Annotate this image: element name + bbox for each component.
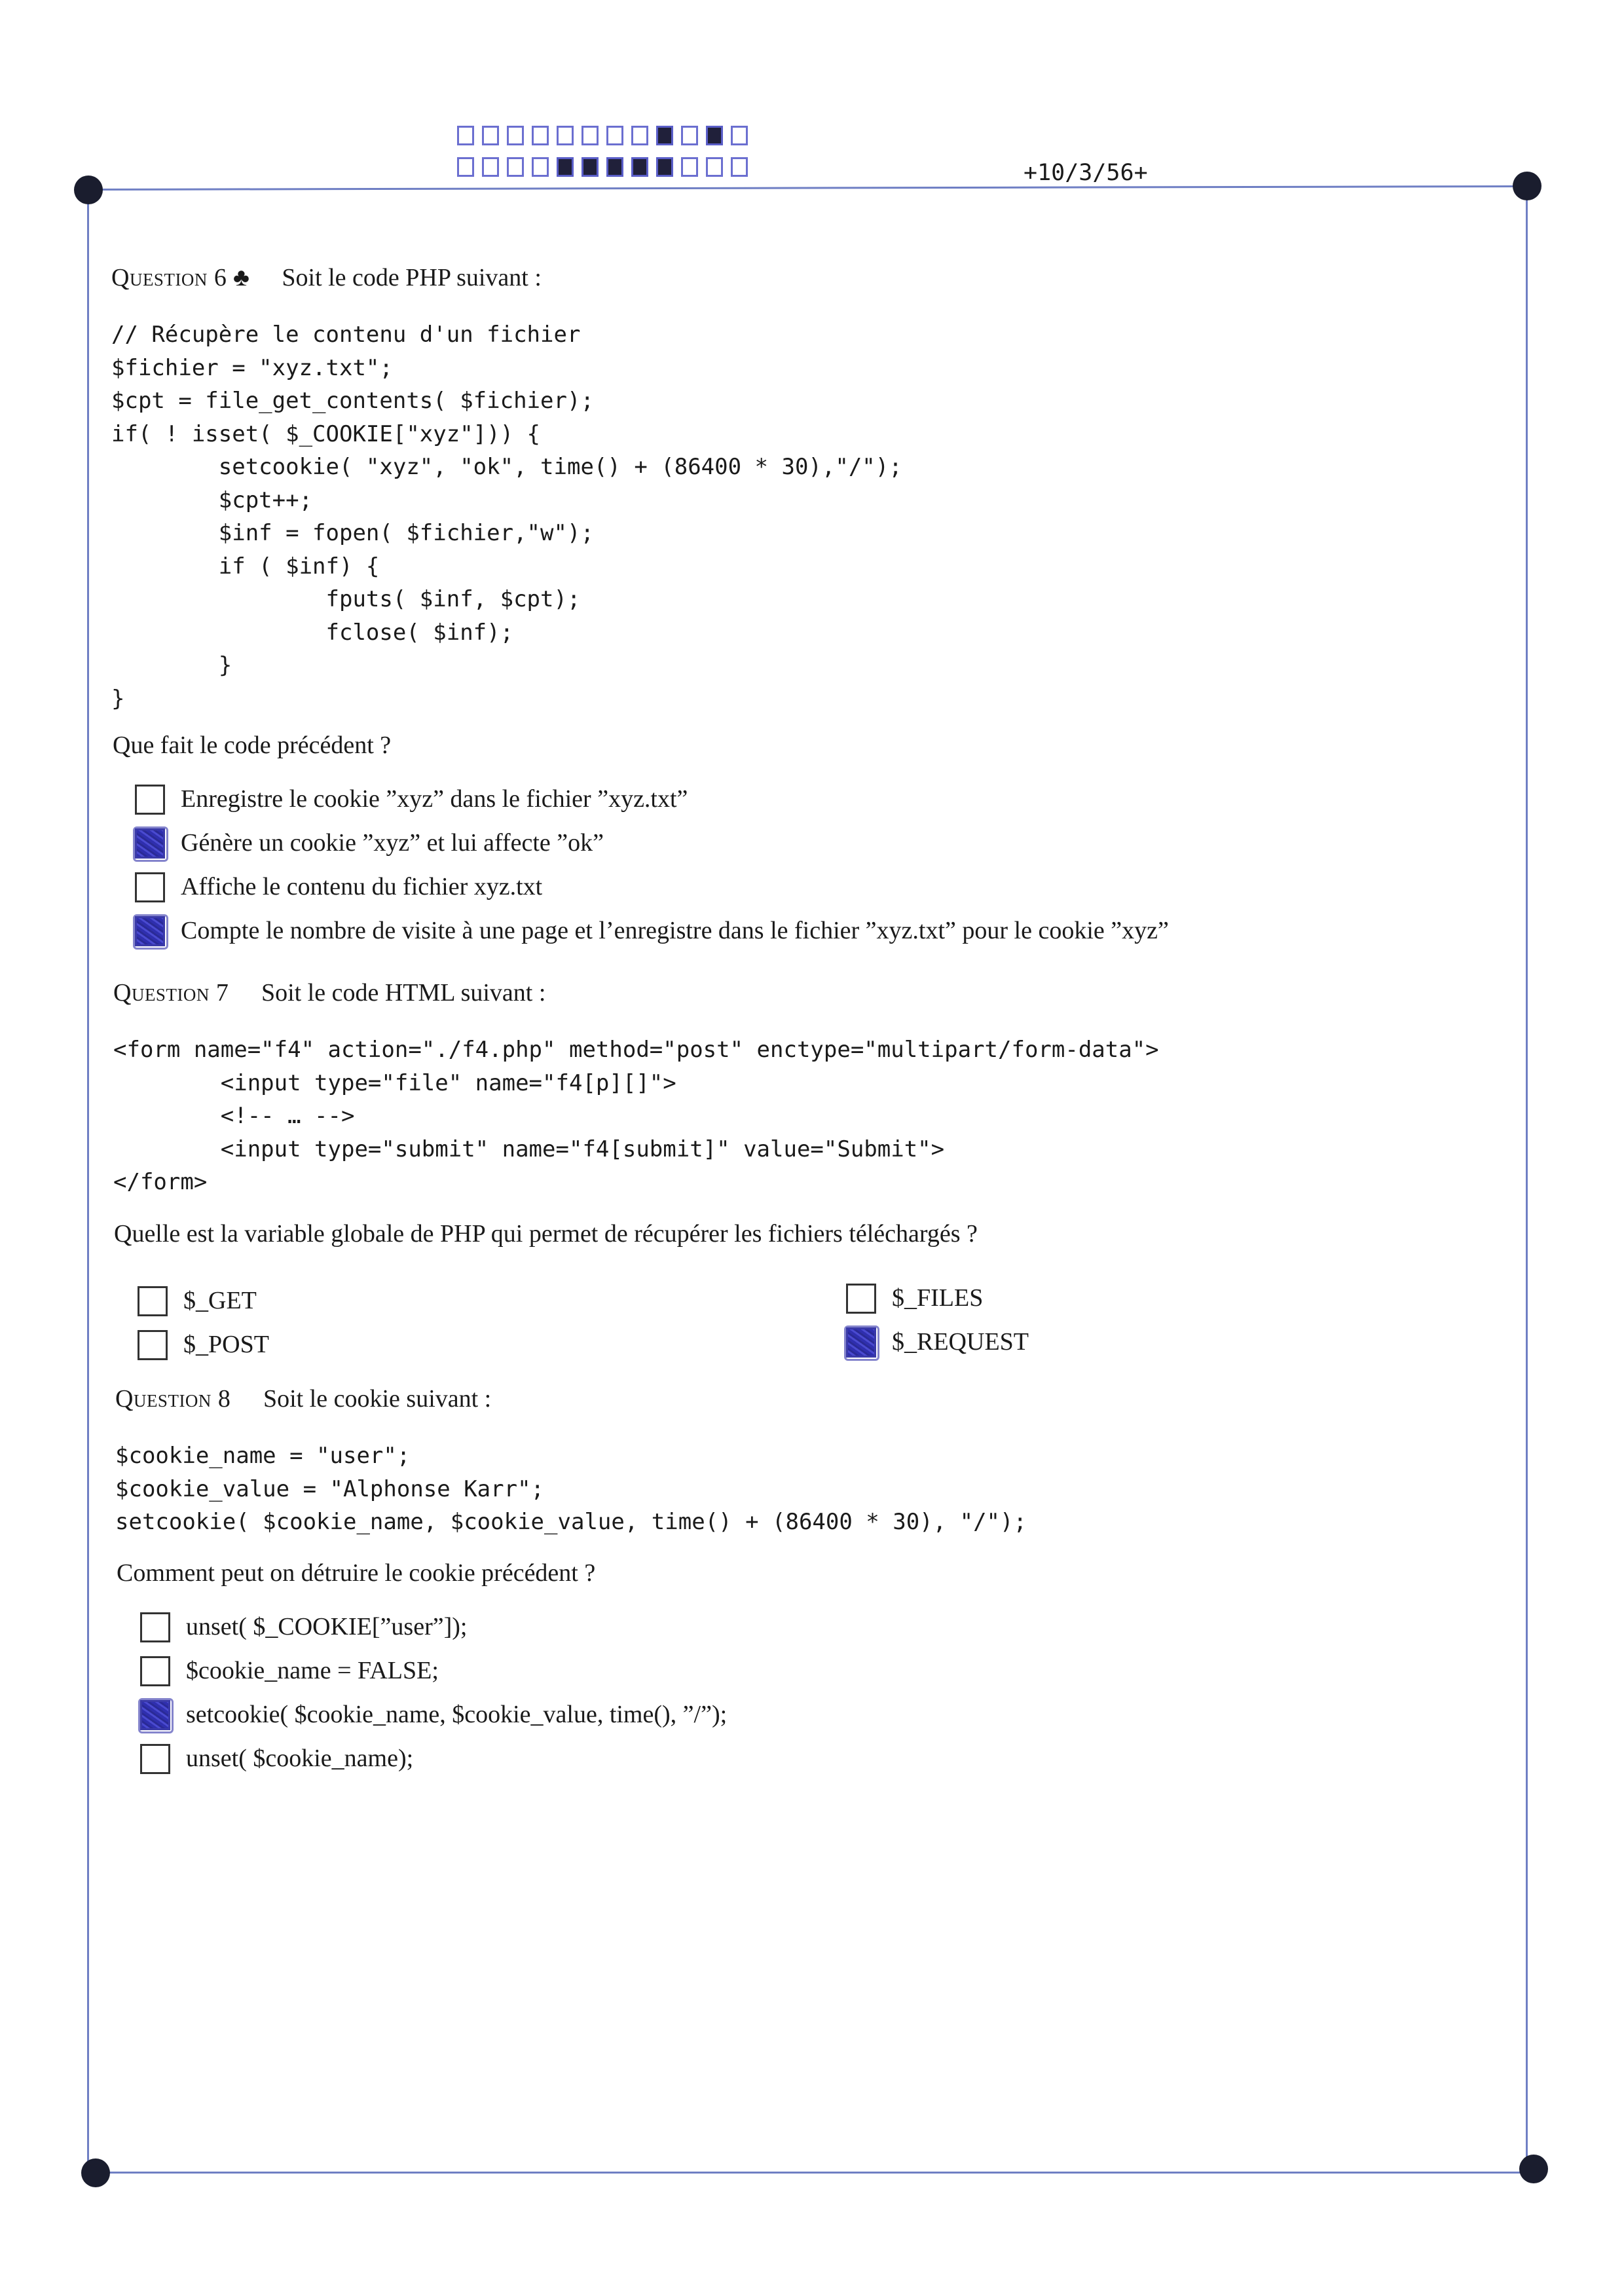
question-8-header xyxy=(115,1384,491,1413)
barcode-cell xyxy=(507,126,524,145)
frame-bottom-line xyxy=(96,2172,1534,2174)
page-code: +10/3/56+ xyxy=(1024,160,1148,186)
answer-checkbox[interactable] xyxy=(135,828,165,859)
barcode-cell xyxy=(557,126,574,145)
answer-checkbox[interactable] xyxy=(138,1330,168,1360)
corner-mark-top-right xyxy=(1513,172,1541,200)
barcode-cell xyxy=(656,126,673,145)
answer-label: unset( $_COOKIE[”user”]); xyxy=(186,1613,468,1640)
question-intro: Soit le cookie suivant : xyxy=(263,1385,492,1413)
question-7-header xyxy=(113,978,545,1007)
answer-label: $cookie_name = FALSE; xyxy=(186,1657,439,1684)
answer-checkbox[interactable] xyxy=(135,872,165,902)
barcode-cell xyxy=(706,126,723,145)
answer-label: $_POST xyxy=(183,1331,269,1358)
barcode-cell xyxy=(731,157,748,177)
answer-checkbox[interactable] xyxy=(135,916,165,946)
answer-checkbox[interactable] xyxy=(846,1327,876,1358)
answer-label: Enregistre le cookie ”xyz” dans le fichier ”xyz.txt” xyxy=(181,785,688,813)
barcode-cell xyxy=(706,157,723,177)
barcode-cell xyxy=(631,157,648,177)
barcode-cell xyxy=(532,126,549,145)
question-title: Question 6 xyxy=(111,264,227,291)
barcode-cell xyxy=(656,157,673,177)
corner-mark-top-left xyxy=(74,176,103,204)
answer-checkbox[interactable] xyxy=(138,1286,168,1316)
answer-checkbox[interactable] xyxy=(135,785,165,815)
frame-left-line xyxy=(87,189,89,2173)
barcode-cell xyxy=(457,126,474,145)
barcode-cell xyxy=(681,157,698,177)
question-title: Question 8 xyxy=(115,1385,231,1413)
question-prompt: Que fait le code précédent ? xyxy=(113,731,392,759)
frame-right-line xyxy=(1526,186,1528,2168)
question-intro: Soit le code PHP suivant : xyxy=(282,264,542,291)
barcode-cell xyxy=(581,157,599,177)
barcode-cell xyxy=(606,126,623,145)
question-6-header xyxy=(111,263,542,292)
barcode-cell xyxy=(631,126,648,145)
barcode-cell xyxy=(681,126,698,145)
question-title: Question 7 xyxy=(113,979,229,1007)
barcode-cell xyxy=(581,126,599,145)
barcode-cell xyxy=(457,157,474,177)
answer-label: setcookie( $cookie_name, $cookie_value, time(), ”/”); xyxy=(186,1701,728,1728)
barcode-cell xyxy=(731,126,748,145)
answer-checkbox[interactable] xyxy=(846,1284,876,1314)
php-code-block: $cookie_name = "user"; $cookie_value = "Alphonse Karr"; setcookie( $cookie_name, $cookie_value, time() + (86400 * 30), "/"); xyxy=(115,1443,1027,1535)
corner-mark-bottom-right xyxy=(1519,2155,1548,2183)
php-code-block: // Récupère le contenu d'un fichier $fichier = "xyz.txt"; $cpt = file_get_contents( $fichier); if( ! isset( $_COOKIE["xyz"])) { setcookie( "xyz", "ok", time() + (86400 * 30),"/"); $cpt++; $inf = fopen( $fichier,"w"); if ( $inf) { fputs( $inf, $cpt); fclose( $inf); } } xyxy=(111,322,902,712)
answer-label: $_GET xyxy=(183,1287,257,1314)
answer-checkbox[interactable] xyxy=(140,1612,170,1642)
answer-label: $_REQUEST xyxy=(892,1328,1029,1356)
question-intro: Soit le code HTML suivant : xyxy=(261,979,546,1007)
answer-label: unset( $cookie_name); xyxy=(186,1745,414,1772)
answer-label: Affiche le contenu du fichier xyz.txt xyxy=(181,873,543,900)
barcode-cell xyxy=(507,157,524,177)
answer-label: $_FILES xyxy=(892,1284,984,1312)
barcode-cell xyxy=(532,157,549,177)
answer-label: Génère un cookie ”xyz” et lui affecte ”ok” xyxy=(181,829,604,857)
answer-checkbox[interactable] xyxy=(140,1700,170,1730)
answer-checkbox[interactable] xyxy=(140,1656,170,1686)
barcode-cell xyxy=(482,126,499,145)
barcode-cell xyxy=(482,157,499,177)
club-icon: ♣ xyxy=(232,264,249,291)
corner-mark-bottom-left xyxy=(81,2158,110,2187)
question-prompt: Comment peut on détruire le cookie précédent ? xyxy=(117,1559,596,1587)
barcode-cell xyxy=(557,157,574,177)
answer-label: Compte le nombre de visite à une page et l’enregistre dans le fichier ”xyz.txt” pour le cookie ”xyz” xyxy=(181,917,1169,944)
answer-checkbox[interactable] xyxy=(140,1744,170,1774)
frame-top-line xyxy=(88,185,1526,191)
html-code-block: <form name="f4" action="./f4.php" method="post" enctype="multipart/form-data"> <input type="file" name="f4[p][]"> <!-- … --> <input type="submit" name="f4[submit]" value="Submit"> </form> xyxy=(113,1037,1159,1195)
question-prompt: Quelle est la variable globale de PHP qui permet de récupérer les fichiers téléchargés ? xyxy=(114,1220,978,1248)
barcode-cell xyxy=(606,157,623,177)
